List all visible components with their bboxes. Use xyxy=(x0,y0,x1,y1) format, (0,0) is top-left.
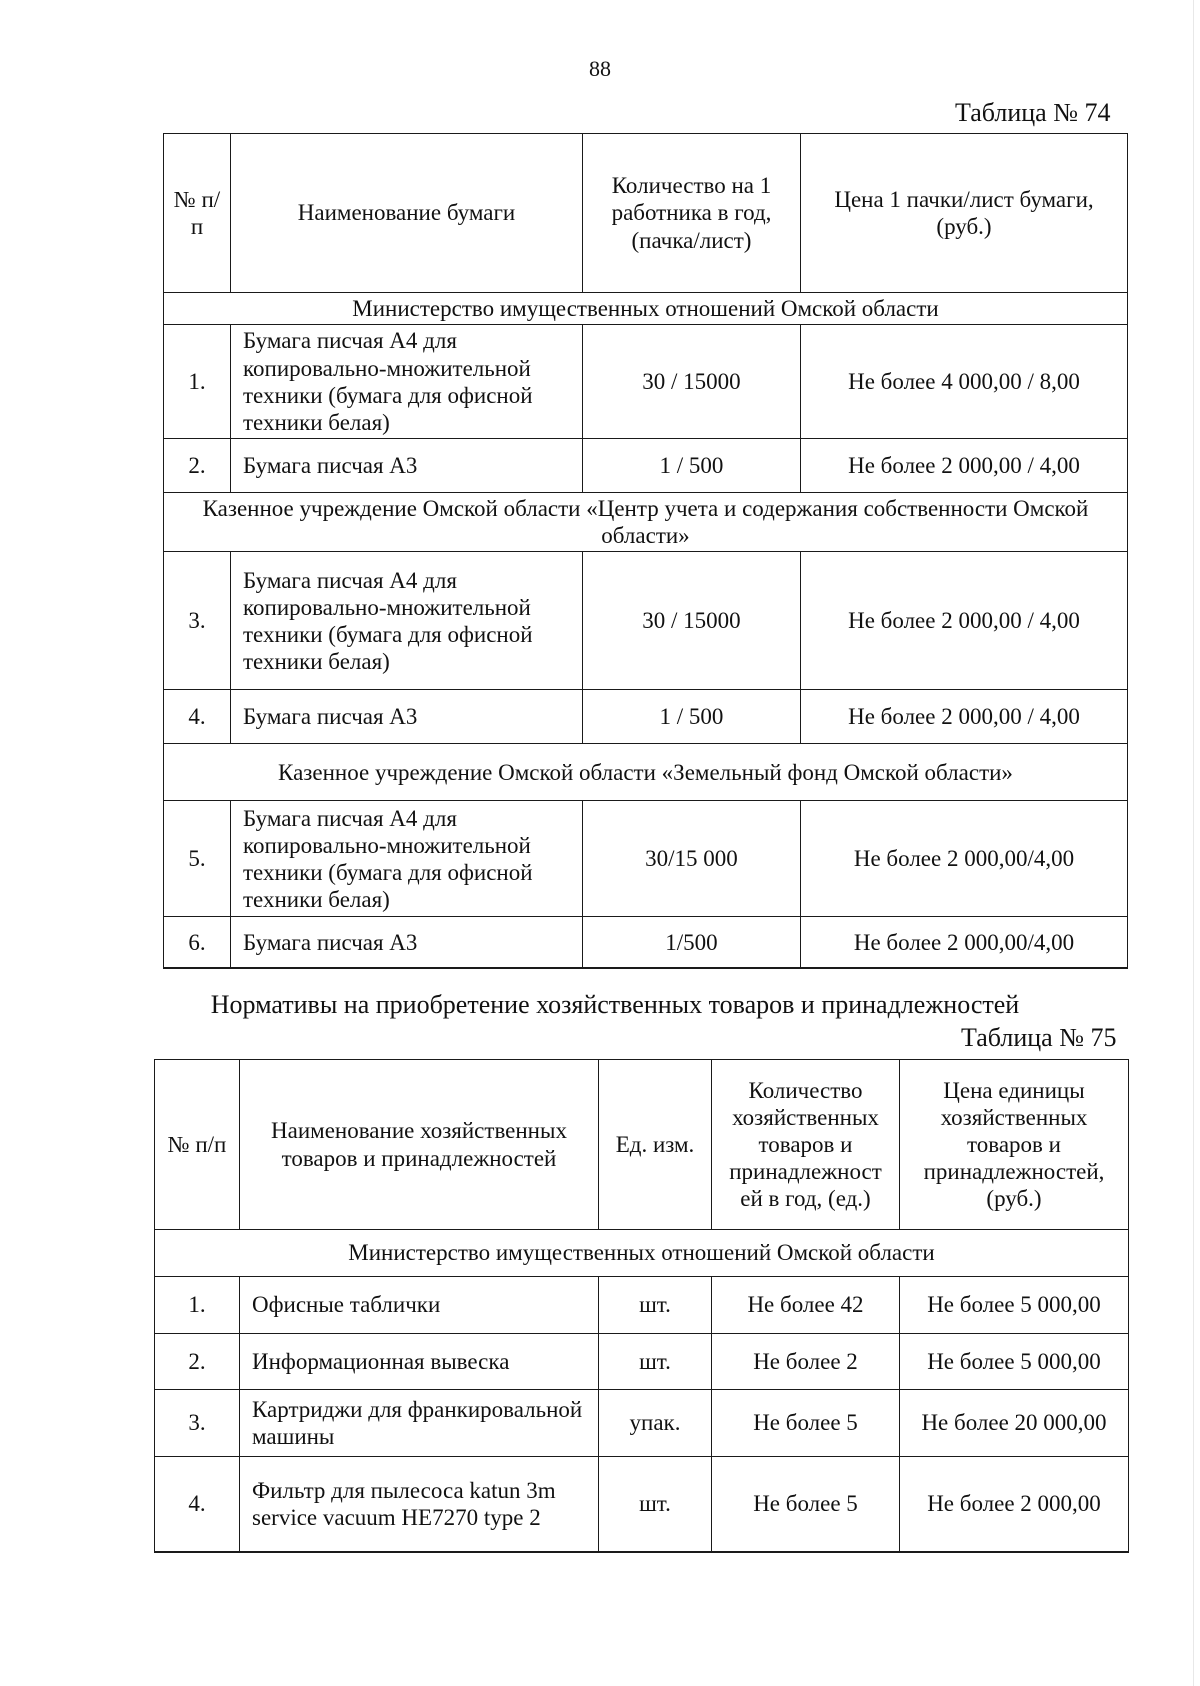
table-row xyxy=(164,325,1128,439)
row-num: 3. xyxy=(155,1390,240,1457)
section-title: Нормативы на приобретение хозяйственных товаров и принадлежностей xyxy=(210,990,1020,1019)
row-name: Бумага писчая А3 xyxy=(231,917,583,968)
row-name: Бумага писчая А4 для копировально-множительной техники (бумага для офисной техники белая) xyxy=(231,801,583,917)
row-qty: 1/500 xyxy=(583,917,801,968)
row-num: 5. xyxy=(164,801,231,917)
row-qty: Не более 2 xyxy=(712,1334,900,1390)
header-name: Наименование бумаги xyxy=(231,134,583,293)
row-price: Не более 5 000,00 xyxy=(900,1334,1129,1390)
row-qty: Не более 5 xyxy=(712,1390,900,1457)
page-number: 88 xyxy=(589,56,611,81)
header-num: № п/п xyxy=(164,134,231,293)
row-price: Не более 2 000,00 xyxy=(900,1457,1129,1552)
scan-edge xyxy=(1193,0,1194,1686)
row-num: 2. xyxy=(164,439,231,493)
group-label: Министерство имущественных отношений Омской области xyxy=(155,1230,1129,1277)
group-row xyxy=(164,744,1128,801)
table-75-label: Таблица № 75 xyxy=(961,1023,1117,1052)
row-num: 6. xyxy=(164,917,231,968)
table-row xyxy=(155,1277,1129,1334)
table-row xyxy=(164,801,1128,917)
group-label: Министерство имущественных отношений Омской области xyxy=(164,293,1128,325)
row-qty: 30 / 15000 xyxy=(583,552,801,690)
row-name: Бумага писчая А3 xyxy=(231,439,583,493)
header-num: № п/п xyxy=(155,1060,240,1230)
row-num: 4. xyxy=(164,690,231,744)
row-price: Не более 2 000,00 / 4,00 xyxy=(801,690,1128,744)
row-unit: упак. xyxy=(599,1390,712,1457)
table-row xyxy=(164,552,1128,690)
table-75-header-row xyxy=(155,1060,1129,1230)
header-qty: Количество на 1 работника в год, (пачка/лист) xyxy=(583,134,801,293)
row-unit: шт. xyxy=(599,1457,712,1552)
table-74-header-row xyxy=(164,134,1128,293)
table-row xyxy=(155,1334,1129,1390)
header-price: Цена 1 пачки/лист бумаги, (руб.) xyxy=(801,134,1128,293)
group-label: Казенное учреждение Омской области «Земельный фонд Омской области» xyxy=(164,744,1128,801)
row-num: 1. xyxy=(164,325,231,439)
row-name: Информационная вывеска xyxy=(240,1334,599,1390)
row-name: Картриджи для франкировальной машины xyxy=(240,1390,599,1457)
table-74-label: Таблица № 74 xyxy=(955,98,1111,127)
row-name: Бумага писчая А4 для копировально-множительной техники (бумага для офисной техники белая) xyxy=(231,552,583,690)
row-unit: шт. xyxy=(599,1277,712,1334)
row-num: 1. xyxy=(155,1277,240,1334)
group-row xyxy=(164,493,1128,552)
row-num: 4. xyxy=(155,1457,240,1552)
table-row xyxy=(155,1457,1129,1552)
row-price: Не более 4 000,00 / 8,00 xyxy=(801,325,1128,439)
table-row xyxy=(164,917,1128,968)
row-price: Не более 2 000,00 / 4,00 xyxy=(801,439,1128,493)
header-qty: Количество хозяйственных товаров и принадлежност ей в год, (ед.) xyxy=(712,1060,900,1230)
row-name: Бумага писчая А4 для копировально-множительной техники (бумага для офисной техники белая) xyxy=(231,325,583,439)
row-num: 3. xyxy=(164,552,231,690)
row-price: Не более 5 000,00 xyxy=(900,1277,1129,1334)
row-price: Не более 2 000,00/4,00 xyxy=(801,917,1128,968)
row-qty: 30/15 000 xyxy=(583,801,801,917)
group-label: Казенное учреждение Омской области «Центр учета и содержания собственности Омской области» xyxy=(164,493,1128,552)
row-qty: Не более 42 xyxy=(712,1277,900,1334)
row-qty: 30 / 15000 xyxy=(583,325,801,439)
row-name: Бумага писчая А3 xyxy=(231,690,583,744)
header-price: Цена единицы хозяйственных товаров и принадлежностей, (руб.) xyxy=(900,1060,1129,1230)
row-price: Не более 20 000,00 xyxy=(900,1390,1129,1457)
header-name: Наименование хозяйственных товаров и принадлежностей xyxy=(240,1060,599,1230)
row-num: 2. xyxy=(155,1334,240,1390)
table-75 xyxy=(154,1059,1129,1553)
row-price: Не более 2 000,00 / 4,00 xyxy=(801,552,1128,690)
group-row xyxy=(155,1230,1129,1277)
header-unit: Ед. изм. xyxy=(599,1060,712,1230)
row-qty: Не более 5 xyxy=(712,1457,900,1552)
row-unit: шт. xyxy=(599,1334,712,1390)
row-name: Фильтр для пылесоса katun 3m service vacuum HE7270 type 2 xyxy=(240,1457,599,1552)
row-price: Не более 2 000,00/4,00 xyxy=(801,801,1128,917)
table-row xyxy=(164,439,1128,493)
group-row xyxy=(164,293,1128,325)
table-74 xyxy=(163,133,1128,969)
row-qty: 1 / 500 xyxy=(583,690,801,744)
row-qty: 1 / 500 xyxy=(583,439,801,493)
table-row xyxy=(155,1390,1129,1457)
row-name: Офисные таблички xyxy=(240,1277,599,1334)
table-row xyxy=(164,690,1128,744)
